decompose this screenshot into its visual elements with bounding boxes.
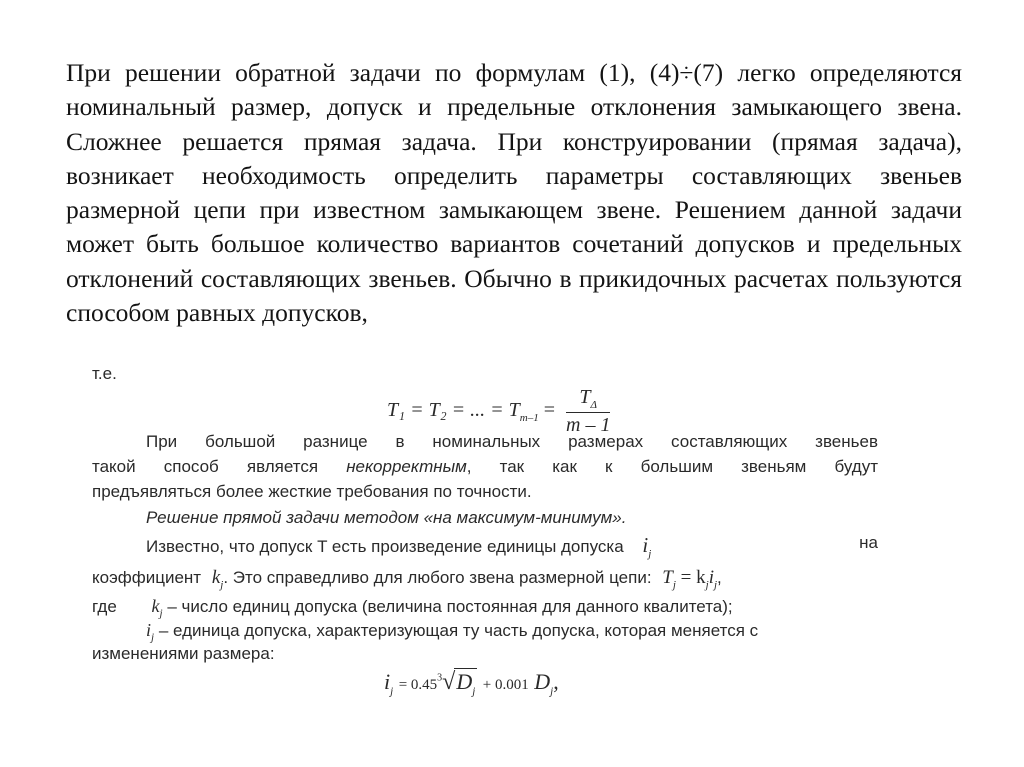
method-heading: Решение прямой задачи методом «на максимум-минимум». — [146, 508, 627, 527]
p2-line1 — [92, 533, 878, 560]
def2-text: – единица допуска, характеризующая ту часть допуска, которая меняется с — [158, 621, 759, 640]
p1-line2-a: такой способ является — [92, 457, 347, 476]
unit-formula-lhs-sub: j — [390, 685, 394, 698]
p1-line3: предъявляться более жесткие требования по точности. — [92, 482, 532, 501]
unit-formula-end: , — [553, 669, 559, 694]
formula-lhs-sub: m–1 — [519, 412, 539, 425]
tol-formula-lhs-sub: j — [672, 578, 676, 591]
tol-formula-tail-sub: j — [713, 578, 718, 591]
p1-line2 — [92, 457, 878, 477]
p1-line1: При большой разнице в номинальных размерах составляющих звеньев — [146, 432, 878, 451]
def1-var: k — [151, 596, 160, 616]
coef-label: коэффициент — [92, 568, 202, 587]
tol-formula-tail: i — [708, 567, 714, 588]
intro-paragraph: При решении обратной задачи по формулам (1), (4)÷(7) легко определяются номинальный размер, допуск и предельные отклонения замыкающего звена. Сложнее решается прямая задача. При конструировании (прямая задача), возникает необходимость определить параметры составляющих звеньев размерной цепи при известном замыкающем звене. Решением данной задачи может быть большое количество вариантов сочетаний допусков и предельных отклонений составляющих звеньев. Обычно в прикидочных расчетах пользуются способом равных допусков, — [66, 58, 962, 328]
formula-eq: = — [543, 399, 555, 422]
def2-continuation: изменениями размера: — [92, 644, 275, 663]
unit-formula-tail: D — [534, 669, 551, 694]
unit-formula — [384, 668, 559, 697]
unit-formula-lhs: i — [384, 669, 391, 694]
tol-formula-lhs: T — [662, 567, 673, 588]
def2-sub: j — [151, 631, 155, 644]
formula-fraction — [566, 386, 610, 437]
coef-var-sub: j — [220, 578, 224, 591]
p2-line2-b: . Это справедливо для любого звена размерной цепи: — [223, 568, 652, 587]
cube-root-icon: √ — [442, 669, 456, 695]
p2-line1-text: Известно, что допуск T есть произведение единицы допуска — [146, 537, 624, 556]
coef-var: k — [211, 567, 221, 588]
fraction-denominator: m – 1 — [566, 414, 611, 436]
root-index: 3 — [437, 672, 443, 684]
radicand: D — [456, 669, 473, 694]
scanned-textbook-excerpt — [92, 360, 892, 705]
unit-formula-eq: = 0.45 — [398, 677, 438, 693]
te-label: т.е. — [92, 364, 117, 383]
p2-line2 — [92, 567, 722, 591]
unit-formula-tail-sub: j — [550, 685, 554, 698]
radicand-sub: j — [472, 685, 476, 698]
unit-formula-plus: + 0.001 — [482, 677, 529, 693]
where-label: где — [92, 597, 117, 616]
unit-var-sub: j — [648, 548, 652, 561]
unit-var: i — [642, 533, 649, 557]
p1-line2-b: , так как к большим звеньям будут — [466, 457, 878, 476]
def1-sub: j — [159, 607, 163, 620]
p2-line1-end: на — [859, 533, 878, 552]
def1-line — [92, 596, 733, 620]
tol-formula-rhs: = k — [680, 567, 706, 588]
tol-formula-rhs-sub: j — [705, 578, 709, 591]
def2-line — [92, 620, 758, 644]
p1-line2-italic: некорректным — [346, 457, 467, 476]
def1-text: – число единиц допуска (величина постоянная для данного квалитета); — [167, 597, 733, 616]
formula-lhs: T₁ = T₂ = ... = T — [387, 399, 520, 422]
equal-tolerance-formula — [387, 386, 610, 437]
tol-formula-comma: , — [717, 568, 722, 587]
def2-var: i — [146, 620, 152, 640]
fraction-numerator-sub: Δ — [590, 399, 598, 411]
fraction-numerator: T — [579, 386, 591, 408]
